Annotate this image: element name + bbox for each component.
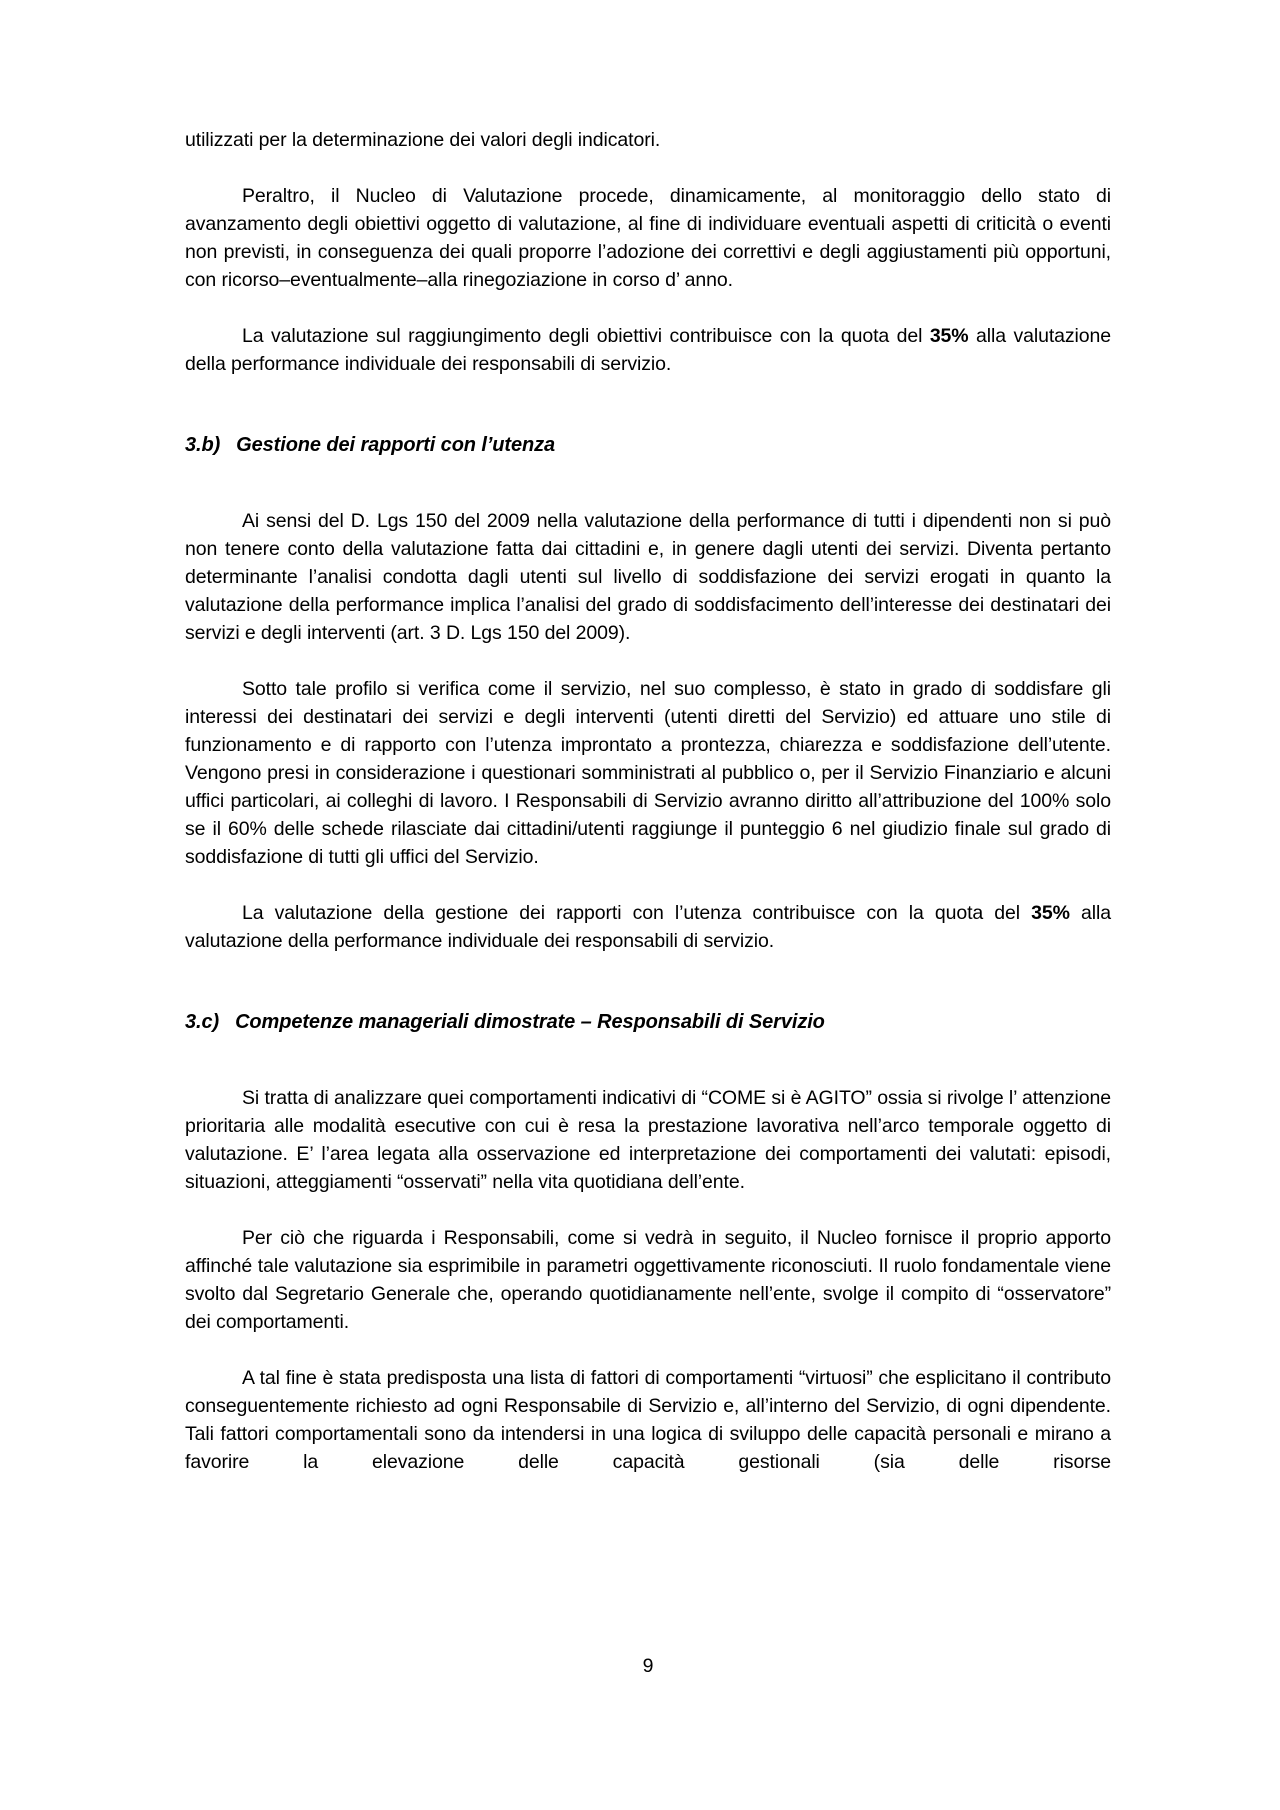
section-heading-3c bbox=[185, 1011, 1111, 1034]
paragraph-quota-utenza-after: alla valutazione della performance individuale dei responsabili di servizio. bbox=[185, 902, 1111, 952]
section-heading-3b bbox=[185, 434, 1111, 457]
percentage-35-bold: 35% bbox=[929, 325, 969, 347]
page-number: 9 bbox=[642, 1655, 654, 1677]
paragraph-sotto-tale-profilo: Sotto tale profilo si verifica come il servizio, nel suo complesso, è stato in grado di soddisfare gli interessi dei destinatari dei servizi e degli interventi (utenti diretti del Servizio) ed attuare uno stile di funzionamento e di rapporto con l’utenza improntato a prontezza, chiarezza e soddisfazione dell’utente. Vengono presi in considerazione i questionari somministrati al pubblico o, per il Servizio Finanziario e alcuni uffici particolari, ai colleghi di lavoro. I Responsabili di Servizio avranno diritto all’attribuzione del 100% solo se il 60% delle schede rilasciate dai cittadini/utenti raggiunge il punteggio 6 nel giudizio finale sul grado di soddisfazione di tutti gli uffici del Servizio. bbox=[185, 678, 1111, 868]
paragraph-quota-utenza-before: La valutazione della gestione dei rapporti con l’utenza contribuisce con la quota del bbox=[242, 902, 1032, 924]
section-heading-3b-number: 3.b) bbox=[185, 434, 221, 456]
paragraph-quota-utenza bbox=[185, 899, 1111, 955]
paragraph-quota-obiettivi-after: alla valutazione della performance individuale dei responsabili di servizio. bbox=[185, 325, 1111, 375]
paragraph-quota-obiettivi-before: La valutazione sul raggiungimento degli obiettivi contribuisce con la quota del bbox=[242, 325, 930, 347]
section-heading-3c-title: Competenze manageriali dimostrate – Responsabili di Servizio bbox=[235, 1011, 825, 1033]
section-heading-3c-number: 3.c) bbox=[185, 1011, 220, 1033]
paragraph-per-cio-responsabili: Per ciò che riguarda i Responsabili, come si vedrà in seguito, il Nucleo fornisce il proprio apporto affinché tale valutazione sia esprimibile in parametri oggettivamente riconosciuti. Il ruolo fondamentale viene svolto dal Segretario Generale che, operando quotidianamente nell’ente, svolge il compito di “osservatore” dei comportamenti. bbox=[185, 1227, 1111, 1333]
paragraph-ai-sensi-dlgs150: Ai sensi del D. Lgs 150 del 2009 nella valutazione della performance di tutti i dipendenti non si può non tenere conto della valutazione fatta dai cittadini e, in genere dagli utenti dei servizi. Diventa pertanto determinante l’analisi condotta dagli utenti sul livello di soddisfazione dei servizi erogati in quanto la valutazione della performance implica l’analisi del grado di soddisfacimento dell’interesse dei destinatari dei servizi e degli interventi (art. 3 D. Lgs 150 del 2009). bbox=[185, 510, 1111, 644]
paragraph-si-tratta-comportamenti: Si tratta di analizzare quei comportamenti indicativi di “COME si è AGITO” ossia si rivolge l’ attenzione prioritaria alle modalità esecutive con cui è resa la prestazione lavorativa nell’arco temporale oggetto di valutazione. E’ l’area legata alla osservazione ed interpretazione dei comportamenti dei valutati: episodi, situazioni, atteggiamenti “osservati” nella vita quotidiana dell’ente. bbox=[185, 1087, 1111, 1193]
paragraph-quota-obiettivi bbox=[185, 322, 1111, 378]
paragraph-peraltro-monitoraggio: Peraltro, il Nucleo di Valutazione procede, dinamicamente, al monitoraggio dello stato di avanzamento degli obiettivi oggetto di valutazione, al fine di individuare eventuali aspetti di criticità o eventi non previsti, in conseguenza dei quali proporre l’adozione dei correttivi e degli aggiustamenti più opportuni, con ricorso–eventualmente–alla rinegoziazione in corso d’ anno. bbox=[185, 185, 1111, 291]
document-body bbox=[185, 126, 1111, 1504]
paragraph-intro-continuation: utilizzati per la determinazione dei valori degli indicatori. bbox=[185, 129, 661, 151]
percentage-35-bold-2: 35% bbox=[1031, 902, 1070, 924]
paragraph-a-tal-fine-fattori: A tal fine è stata predisposta una lista di fattori di comportamenti “virtuosi” che esplicitano il contributo conseguentemente richiesto ad ogni Responsabile di Servizio e, all’interno del Servizio, di ogni dipendente. Tali fattori comportamentali sono da intendersi in una logica di sviluppo delle capacità personali e mirano a favorire la elevazione delle capacità gestionali (sia delle risorse bbox=[185, 1367, 1111, 1473]
section-heading-3b-title: Gestione dei rapporti con l’utenza bbox=[236, 434, 556, 456]
